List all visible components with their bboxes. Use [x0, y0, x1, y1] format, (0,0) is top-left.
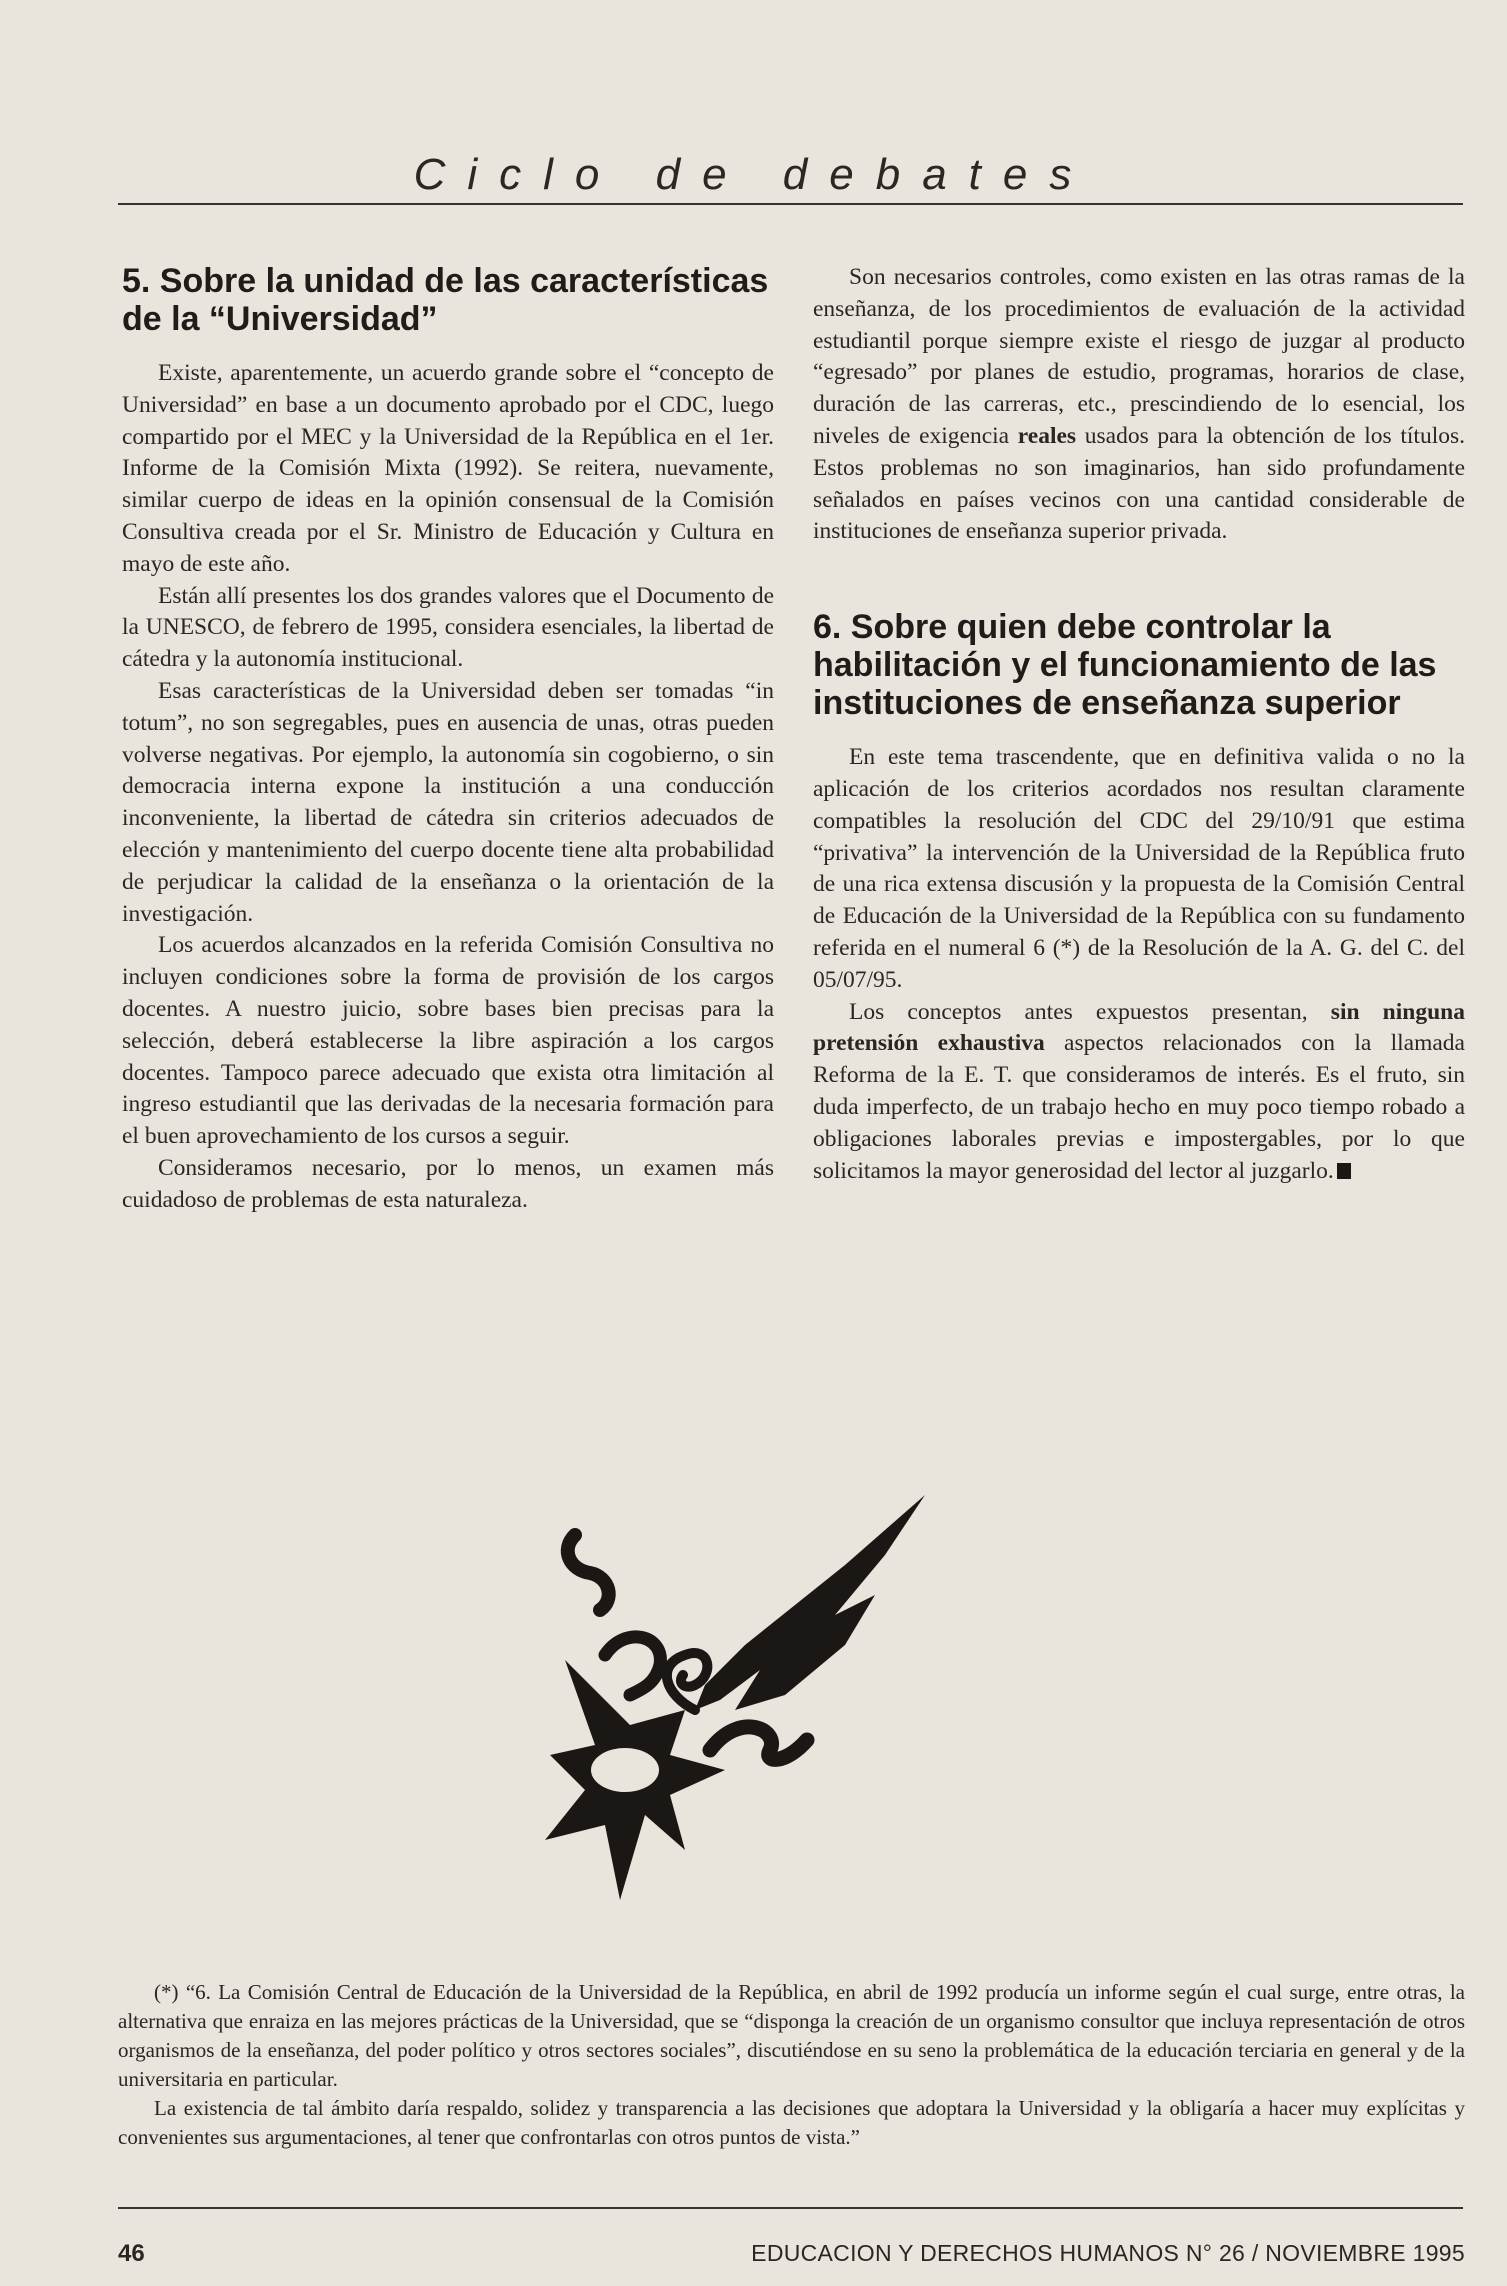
section-5-paragraph: Consideramos necesario, por lo menos, un examen más cuidadoso de problemas de esta naturaleza.	[122, 1154, 774, 1213]
footnote-paragraph: La existencia de tal ámbito daría respaldo, solidez y transparencia a las decisiones que adoptara la Universidad y la obligaría a hacer muy explícitas y convenientes sus argumentaciones, al tener que confrontarlas con otros puntos de vista.”	[118, 2096, 1465, 2149]
header-divider	[118, 203, 1463, 205]
abstract-star-swirl-illustration	[545, 1495, 945, 1915]
section-6-paragraph	[813, 997, 1465, 1188]
section-6-heading: 6. Sobre quien debe controlar la habilitación y el funcionamiento de las instituciones de enseñanza superior	[813, 608, 1437, 723]
bold-text-run: reales	[1017, 422, 1077, 449]
page-number: 46	[118, 2240, 145, 2267]
text-run: Son necesarios controles, como existen en las otras ramas de la enseñanza, de los procedimientos de evaluación de la actividad estudiantil porque siempre existe el riesgo de juzgar al producto “egresado” por planes de estudio, programas, horarios de clase, duración de las carreras, etc., prescindiendo de lo esencial, los niveles de exigencia	[813, 264, 1465, 449]
end-of-article-mark	[1337, 1163, 1351, 1179]
section-6-paragraph: En este tema trascendente, que en definitiva valida o no la aplicación de los criterios acordados nos resultan claramente compatibles la resolución del CDC del 29/10/91 que estima “privativa” la intervención de la Universidad de la República fruto de una rica extensa discusión y la propuesta de la Comisión Central de Educación de la Universidad de la República con su fundamento referida en el numeral 6 (*) de la Resolución de la A. G. del C. del 05/07/95.	[813, 744, 1465, 993]
text-run: usados para la obtención de los títulos. Estos problemas no son imaginarios, han sido profundamente señalados en países vecinos con una cantidad considerable de instituciones de enseñanza superior privada.	[813, 422, 1466, 545]
section-5-heading: 5. Sobre la unidad de las características de la “Universidad”	[122, 262, 769, 338]
bold-text-run: sin ninguna pretensión exhaustiva	[813, 998, 1465, 1057]
section-5-paragraph: Están allí presentes los dos grandes valores que el Documento de la UNESCO, de febrero de 1995, considera esenciales, la libertad de cátedra y la autonomía institucional.	[122, 582, 774, 673]
text-run: Los conceptos antes expuestos presentan,	[849, 998, 1331, 1025]
section-5-paragraph: Los acuerdos alcanzados en la referida Comisión Consultiva no incluyen condiciones sobre la forma de provisión de los cargos docentes. A nuestro juicio, sobre bases bien precisas para la selección, deberá establecerse la libre aspiración a los cargos docentes. Tampoco parece adecuado que exista otra limitación al ingreso estudiantil que las derivadas de la necesaria formación para el buen aprovechamiento de los cursos a seguir.	[122, 932, 774, 1150]
text-run: aspectos relacionados con la llamada Reforma de la E. T. que consideramos de interés. Es el fruto, sin duda imperfecto, de un trabajo hecho en muy poco tiempo robado a obligaciones laborales previas e impostergables, por lo que solicitamos la mayor generosidad del lector al juzgarlo.	[813, 1030, 1465, 1184]
running-footer-title: EDUCACION Y DERECHOS HUMANOS N° 26 / NOVIEMBRE 1995	[751, 2240, 1465, 2266]
footnote-paragraph: (*) “6. La Comisión Central de Educación de la Universidad de la República, en abril de 1992 producía un informe según el cual surge, entre otras, la alternativa que enraiza en las mejores prácticas de la Universidad, que se “disponga la creación de un organismo consultor que incluya representación de otros organismos de la enseñanza, del poder político y otros sectores sociales”, discutiéndose en su seno la problemática de la educación terciaria en general y de la universitaria en particular.	[118, 1980, 1465, 2091]
left-column	[122, 262, 774, 1217]
page-header-title: Ciclo de debates	[413, 150, 1094, 199]
section-5-paragraph: Esas características de la Universidad deben ser tomadas “in totum”, no son segregables, pues en ausencia de unas, otras pueden volverse negativas. Por ejemplo, la autonomía sin cogobierno, o sin democracia interna expone la institución a una conducción inconveniente, la libertad de cátedra sin criterios adecuados de elección y mantenimiento del cuerpo docente tiene alta probabilidad de perjudicar la calidad de la enseñanza o la orientación de la investigación.	[122, 677, 774, 927]
right-column	[813, 262, 1465, 1187]
controls-paragraph	[813, 262, 1465, 548]
footnote	[118, 1978, 1465, 2152]
section-5-paragraph: Existe, aparentemente, un acuerdo grande sobre el “concepto de Universidad” en base a un documento aprobado por el CDC, luego compartido por el MEC y la Universidad de la República en el 1er. Informe de la Comisión Mixta (1992). Se reitera, nuevamente, similar cuerpo de ideas en la opinión consensual de la Comisión Consultiva creada por el Sr. Ministro de Educación y Cultura en mayo de este año.	[122, 360, 774, 577]
footer-divider	[118, 2207, 1463, 2209]
